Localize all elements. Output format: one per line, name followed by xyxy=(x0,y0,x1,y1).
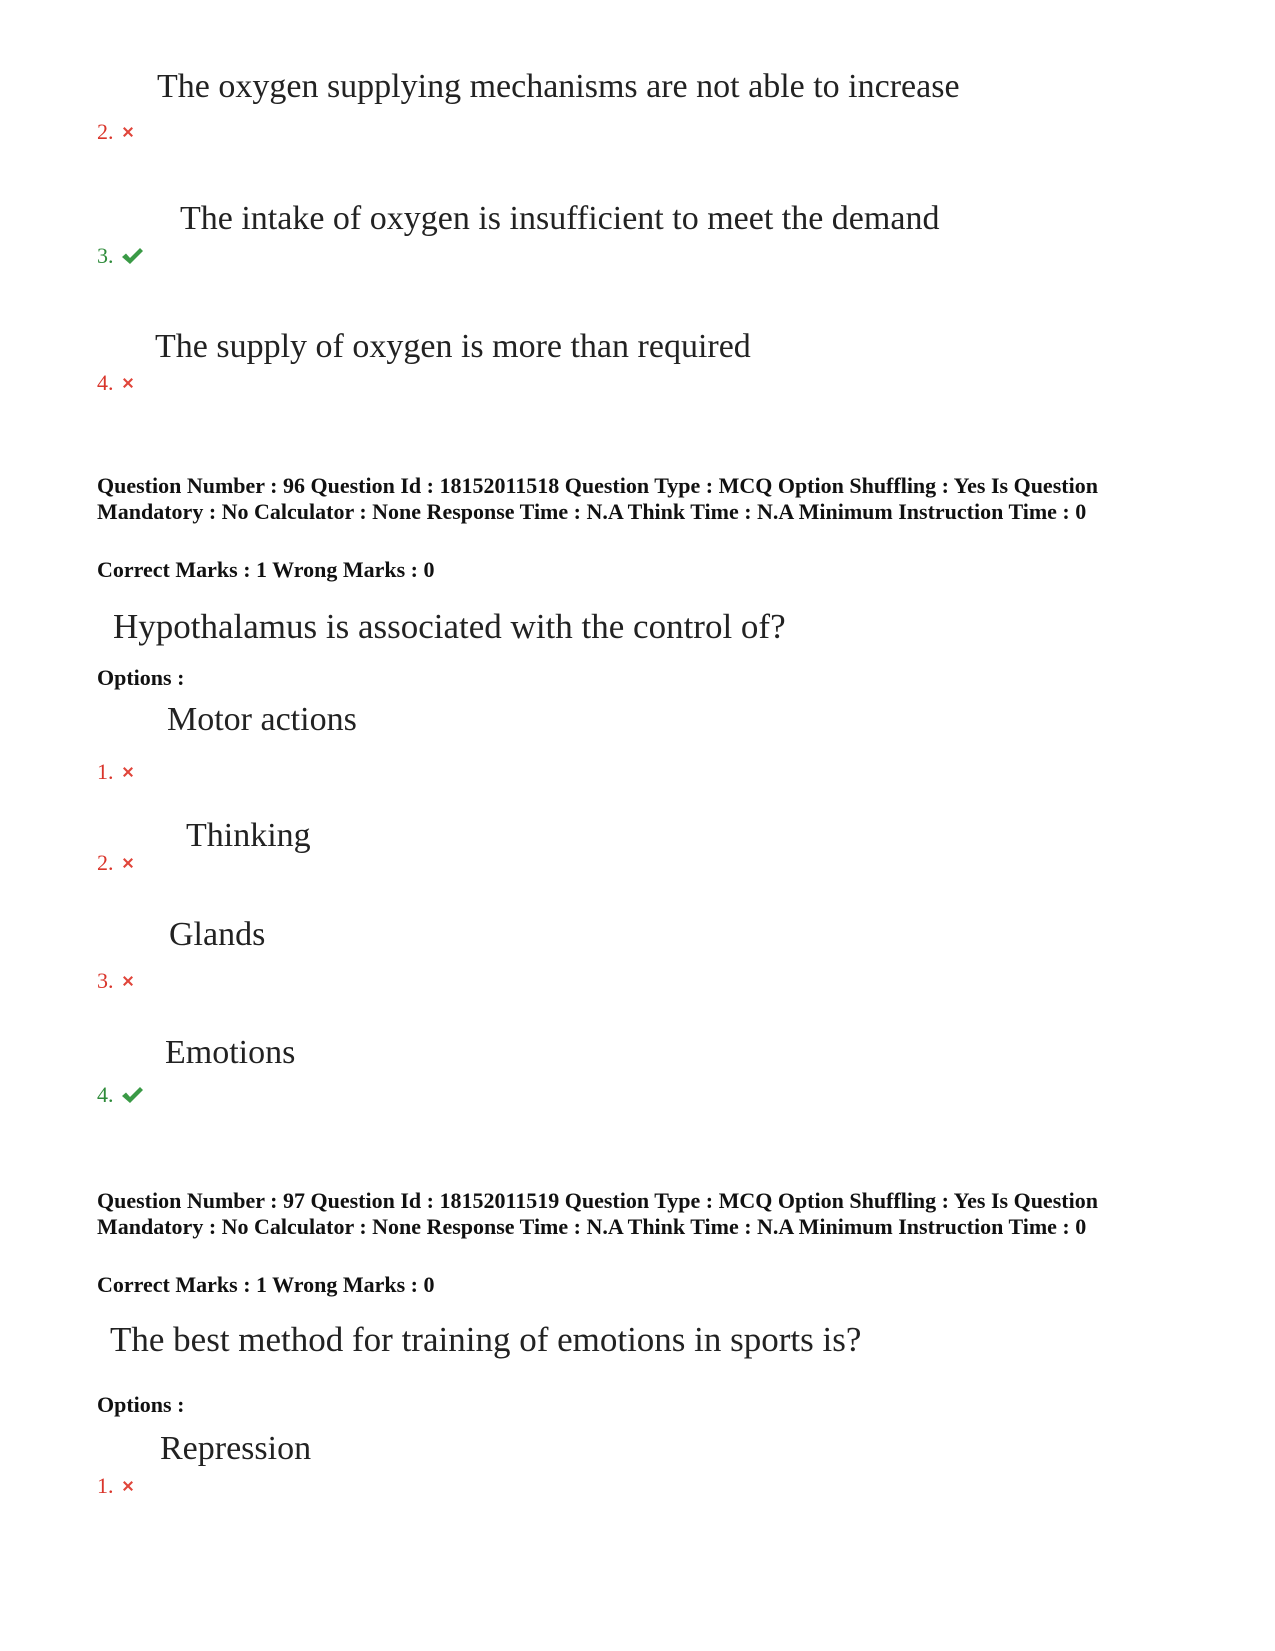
question-marks: Correct Marks : 1 Wrong Marks : 0 xyxy=(97,1272,435,1297)
option-number xyxy=(97,852,136,874)
option-text: The oxygen supplying mechanisms are not able to increase xyxy=(157,68,960,105)
option-text: The intake of oxygen is insufficient to meet the demand xyxy=(180,200,940,237)
option-number-label: 3. xyxy=(97,243,114,268)
option-number xyxy=(97,761,136,783)
cross-icon xyxy=(120,375,136,391)
question-meta: Question Number : 97 Question Id : 18152011519 Question Type : MCQ Option Shuffling : Yes Is Question Mandatory : No Calculator : None Response Time : N.A Think Time : N.A Minimum Instruction Time : 0 xyxy=(97,1188,1098,1239)
option-number xyxy=(97,372,136,394)
option-number-label: 4. xyxy=(97,1082,114,1107)
option-number-label: 1. xyxy=(97,759,114,784)
option-number-label: 3. xyxy=(97,968,114,993)
cross-icon xyxy=(120,973,136,989)
option-text: Glands xyxy=(169,916,266,953)
option-number xyxy=(97,121,136,143)
option-text: Motor actions xyxy=(167,701,357,738)
option-number xyxy=(97,245,144,267)
option-text: Repression xyxy=(160,1430,312,1467)
cross-icon xyxy=(120,855,136,871)
question-text: Hypothalamus is associated with the control of? xyxy=(113,607,786,646)
option-number-label: 1. xyxy=(97,1473,114,1498)
option-number xyxy=(97,1475,136,1497)
option-number xyxy=(97,1084,144,1106)
option-text: Thinking xyxy=(186,817,311,854)
question-meta: Question Number : 96 Question Id : 18152011518 Question Type : MCQ Option Shuffling : Yes Is Question Mandatory : No Calculator : None Response Time : N.A Think Time : N.A Minimum Instruction Time : 0 xyxy=(97,473,1098,524)
options-label: Options : xyxy=(97,665,185,690)
cross-icon xyxy=(120,1478,136,1494)
check-icon xyxy=(120,246,144,266)
option-number xyxy=(97,970,136,992)
check-icon xyxy=(120,1085,144,1105)
option-number-label: 2. xyxy=(97,119,114,144)
option-number-label: 4. xyxy=(97,370,114,395)
option-text: Emotions xyxy=(165,1034,296,1071)
question-marks: Correct Marks : 1 Wrong Marks : 0 xyxy=(97,557,435,582)
options-label: Options : xyxy=(97,1392,185,1417)
cross-icon xyxy=(120,764,136,780)
cross-icon xyxy=(120,124,136,140)
option-text: The supply of oxygen is more than required xyxy=(155,328,751,365)
question-text: The best method for training of emotions in sports is? xyxy=(110,1320,862,1359)
option-number-label: 2. xyxy=(97,850,114,875)
